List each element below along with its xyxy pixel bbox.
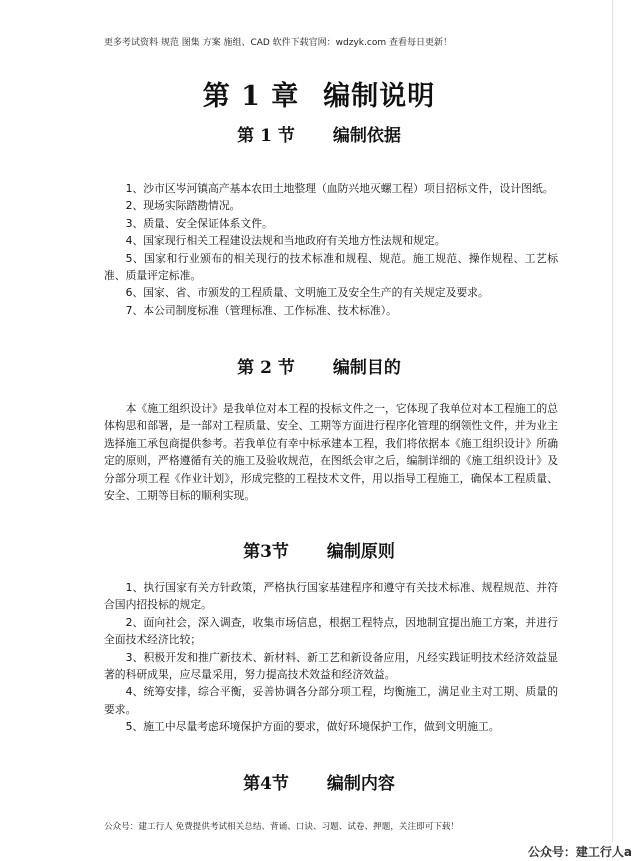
section-name: 编制原则 [326,542,395,562]
list-item: 4、统筹安排，综合平衡，妥善协调各分部分项工程，均衡施工，满足业主对工期、质量的要求。 [104,685,558,716]
list-item: 2、现场实际踏勘情况。 [125,199,241,213]
section-title-1 [0,121,638,146]
chapter-name: 编制说明 [323,81,436,112]
list-item: 3、质量、安全保证体系文件。 [125,216,273,230]
section-title-3 [0,537,638,562]
section-number: 第 2 节 [237,358,295,378]
watermark-label: 公众号：建工行人a [527,845,632,859]
section-number: 第3节 [243,542,289,562]
section-body-1 [104,180,558,319]
section-body-2 [104,400,558,504]
list-item: 6、国家、省、市颁发的工程质量、文明施工及安全生产的有关规定及要求。 [125,286,489,300]
section-name: 编制内容 [326,774,395,794]
header-note: 更多考试资料 规范 图集 方案 施组、CAD 软件下载官网：wdzyk.com 查看每日更新！ [104,38,452,48]
section-number: 第4节 [243,774,289,794]
section-number: 第 1 节 [237,126,295,146]
chapter-number: 第 1 章 [202,81,300,112]
section-body-3 [104,579,558,736]
list-item: 3、积极开发和推广新技术、新材料、新工艺和新设备应用，凡经实践证明技术经济效益显著的科研成果，应尽量采用，努力提高技术效益和经济效益。 [104,650,558,682]
section-name: 编制目的 [332,358,401,378]
chapter-title [0,74,638,113]
paragraph: 本《施工组织设计》是我单位对本工程的投标文件之一，它体现了我单位对本工程施工的总体构思和部署，是一部对工程质量、安全、工期等方面进行程序化管理的纲领性文件，并为业主选择施工承包商提供参考。若我单位有幸中标承建本工程，我们将依据本《施工组织设计》所确定的原则，严格遵循有关的施工及验收规范，在图纸会审之后，编制详细的《施工组织设计》及分部分项工程《作业计划》，形成完整的工程技术文件，用以指导工程施工，确保本工程质量、安全、工期等目标的顺利实现。 [104,402,558,503]
list-item: 1、沙市区岑河镇高产基本农田土地整理（血防兴地灭螺工程）项目招标文件，设计图纸。 [125,182,554,195]
list-item: 1、执行国家有关方针政策，严格执行国家基建程序和遵守有关技术标准、规程规范、并符合国内招投标的规定。 [104,581,558,612]
list-item: 2、面向社会，深入调查，收集市场信息，根据工程特点，因地制宜提出施工方案，并进行全面技术经济比较； [104,615,558,647]
list-item: 5、国家和行业颁布的相关现行的技术标准和规程、规范。施工规范、操作规程、工艺标准、质量评定标准。 [104,251,558,283]
section-title-2 [0,353,638,378]
section-name: 编制依据 [332,126,401,146]
section-title-4 [0,769,638,794]
footer-note: 公众号：建工行人 免费提供考试相关总结、背诵、口诀、习题、试卷、押题，关注即可下载！ [104,822,460,832]
list-item: 7、本公司制度标准（管理标准、工作标准、技术标准）。 [125,303,397,317]
list-item: 4、国家现行相关工程建设法规和当地政府有关地方性法规和规定。 [125,234,446,248]
list-item: 5、施工中尽量考虑环境保护方面的要求，做好环境保护工作，做到文明施工。 [125,720,500,734]
